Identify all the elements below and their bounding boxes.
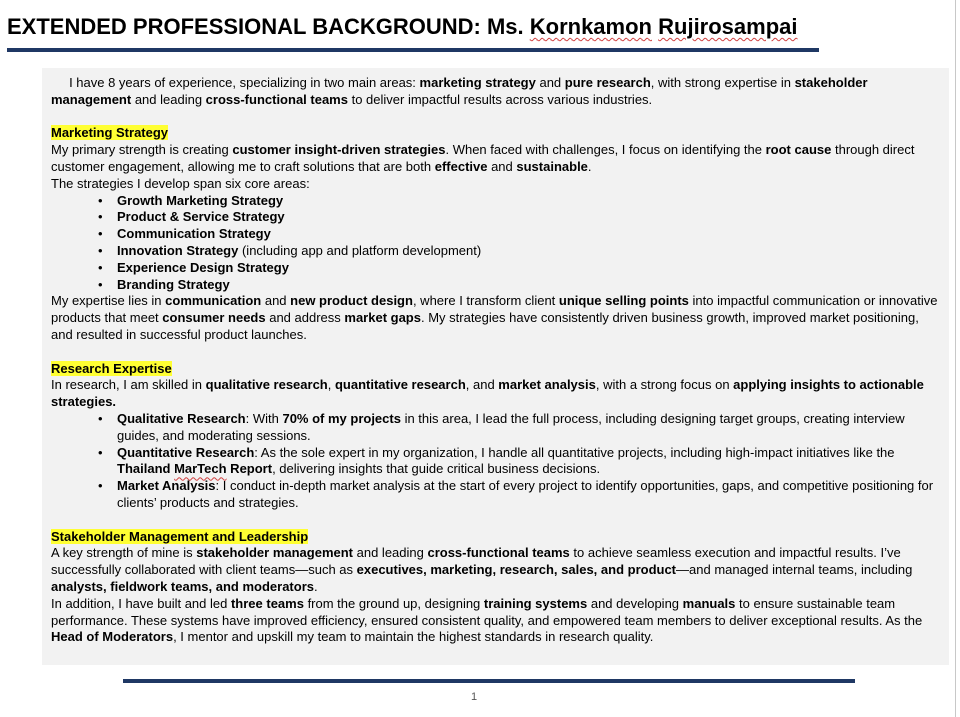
page-title: EXTENDED PROFESSIONAL BACKGROUND: Ms. Kornkamon Rujirosampai (7, 14, 798, 39)
list-item-market-analysis: • Market Analysis: I conduct in-depth market analysis at the start of every project to identify opportunities, gaps, and competitive positioning for clients’ products and strategies. (51, 478, 940, 512)
teams-paragraph: In addition, I have built and led three teams from the ground up, designing training systems and developing manuals to ensure sustainable team performance. These systems have improved efficiency, ensured consistent quality, and empowered team members to deliver exceptional results. As the Head of Moderators, I mentor and upskill my team to maintain the highest standards in research quality. (51, 595, 923, 645)
spacer (51, 512, 940, 529)
list-item: • Product & Service Strategy (51, 209, 940, 226)
research-heading: Research Expertise (51, 360, 172, 376)
list-item: • Experience Design Strategy (51, 260, 940, 277)
list-item: • Growth Marketing Strategy (51, 193, 940, 210)
list-item: • Communication Strategy (51, 226, 940, 243)
page-number: 1 (470, 691, 478, 703)
list-item-quantitative: • Quantitative Research: As the sole expert in my organization, I handle all quantitative projects, including high-impact initiatives like the Thailand MarTech Report, delivering insights that guide critical business decisions. (51, 445, 940, 479)
list-item: • Innovation Strategy (including app and platform development) (51, 243, 940, 260)
marketing-heading: Marketing Strategy (51, 125, 169, 141)
surname-spellcheck: Rujirosampai (658, 14, 798, 39)
spacer (51, 344, 940, 361)
core-areas-intro: The strategies I develop span six core areas: (51, 175, 310, 191)
list-item-qualitative: • Qualitative Research: With 70% of my projects in this area, I lead the full process, including designing target groups, creating interview guides, and moderating sessions. (51, 411, 940, 445)
spacer (51, 109, 940, 126)
expertise-paragraph: My expertise lies in communication and new product design, where I transform client unique selling points into impactful communication or innovative products that meet consumer needs and address market gaps. My strategies have consistently driven business growth, improved market positioning, and resulted in successful product launches. (51, 293, 938, 342)
intro-paragraph: I have 8 years of experience, specializing in two main areas: marketing strategy and pure research, with strong expertise in stakeholder management and leading cross-functional teams to deliver impactful results across various industries. (51, 75, 868, 107)
stakeholder-heading: Stakeholder Management and Leadership (51, 528, 309, 544)
page-edge (955, 0, 956, 717)
footer-rule (123, 679, 855, 683)
content-panel (42, 68, 949, 665)
research-paragraph: In research, I am skilled in qualitative research, quantitative research, and market analysis, with a strong focus on applying insights to actionable strategies. (51, 377, 924, 410)
title-rule (7, 48, 819, 52)
marketing-paragraph: My primary strength is creating customer insight-driven strategies. When faced with challenges, I focus on identifying the root cause through direct customer engagement, allowing me to craft solutions that are both effective and sustainable. (51, 142, 915, 174)
core-areas-list (51, 193, 940, 294)
name-spellcheck: Kornkamon (529, 14, 652, 39)
stakeholder-paragraph: A key strength of mine is stakeholder management and leading cross-functional teams to achieve seamless execution and impactful results. I’ve successfully collaborated with client teams—such as executives, marketing, research, sales, and product—and managed internal teams, including analysts, fieldwork teams, and moderators. (51, 545, 913, 594)
martech-spellcheck: MarTech (174, 461, 227, 477)
research-list (51, 411, 940, 512)
list-item: • Branding Strategy (51, 277, 940, 294)
